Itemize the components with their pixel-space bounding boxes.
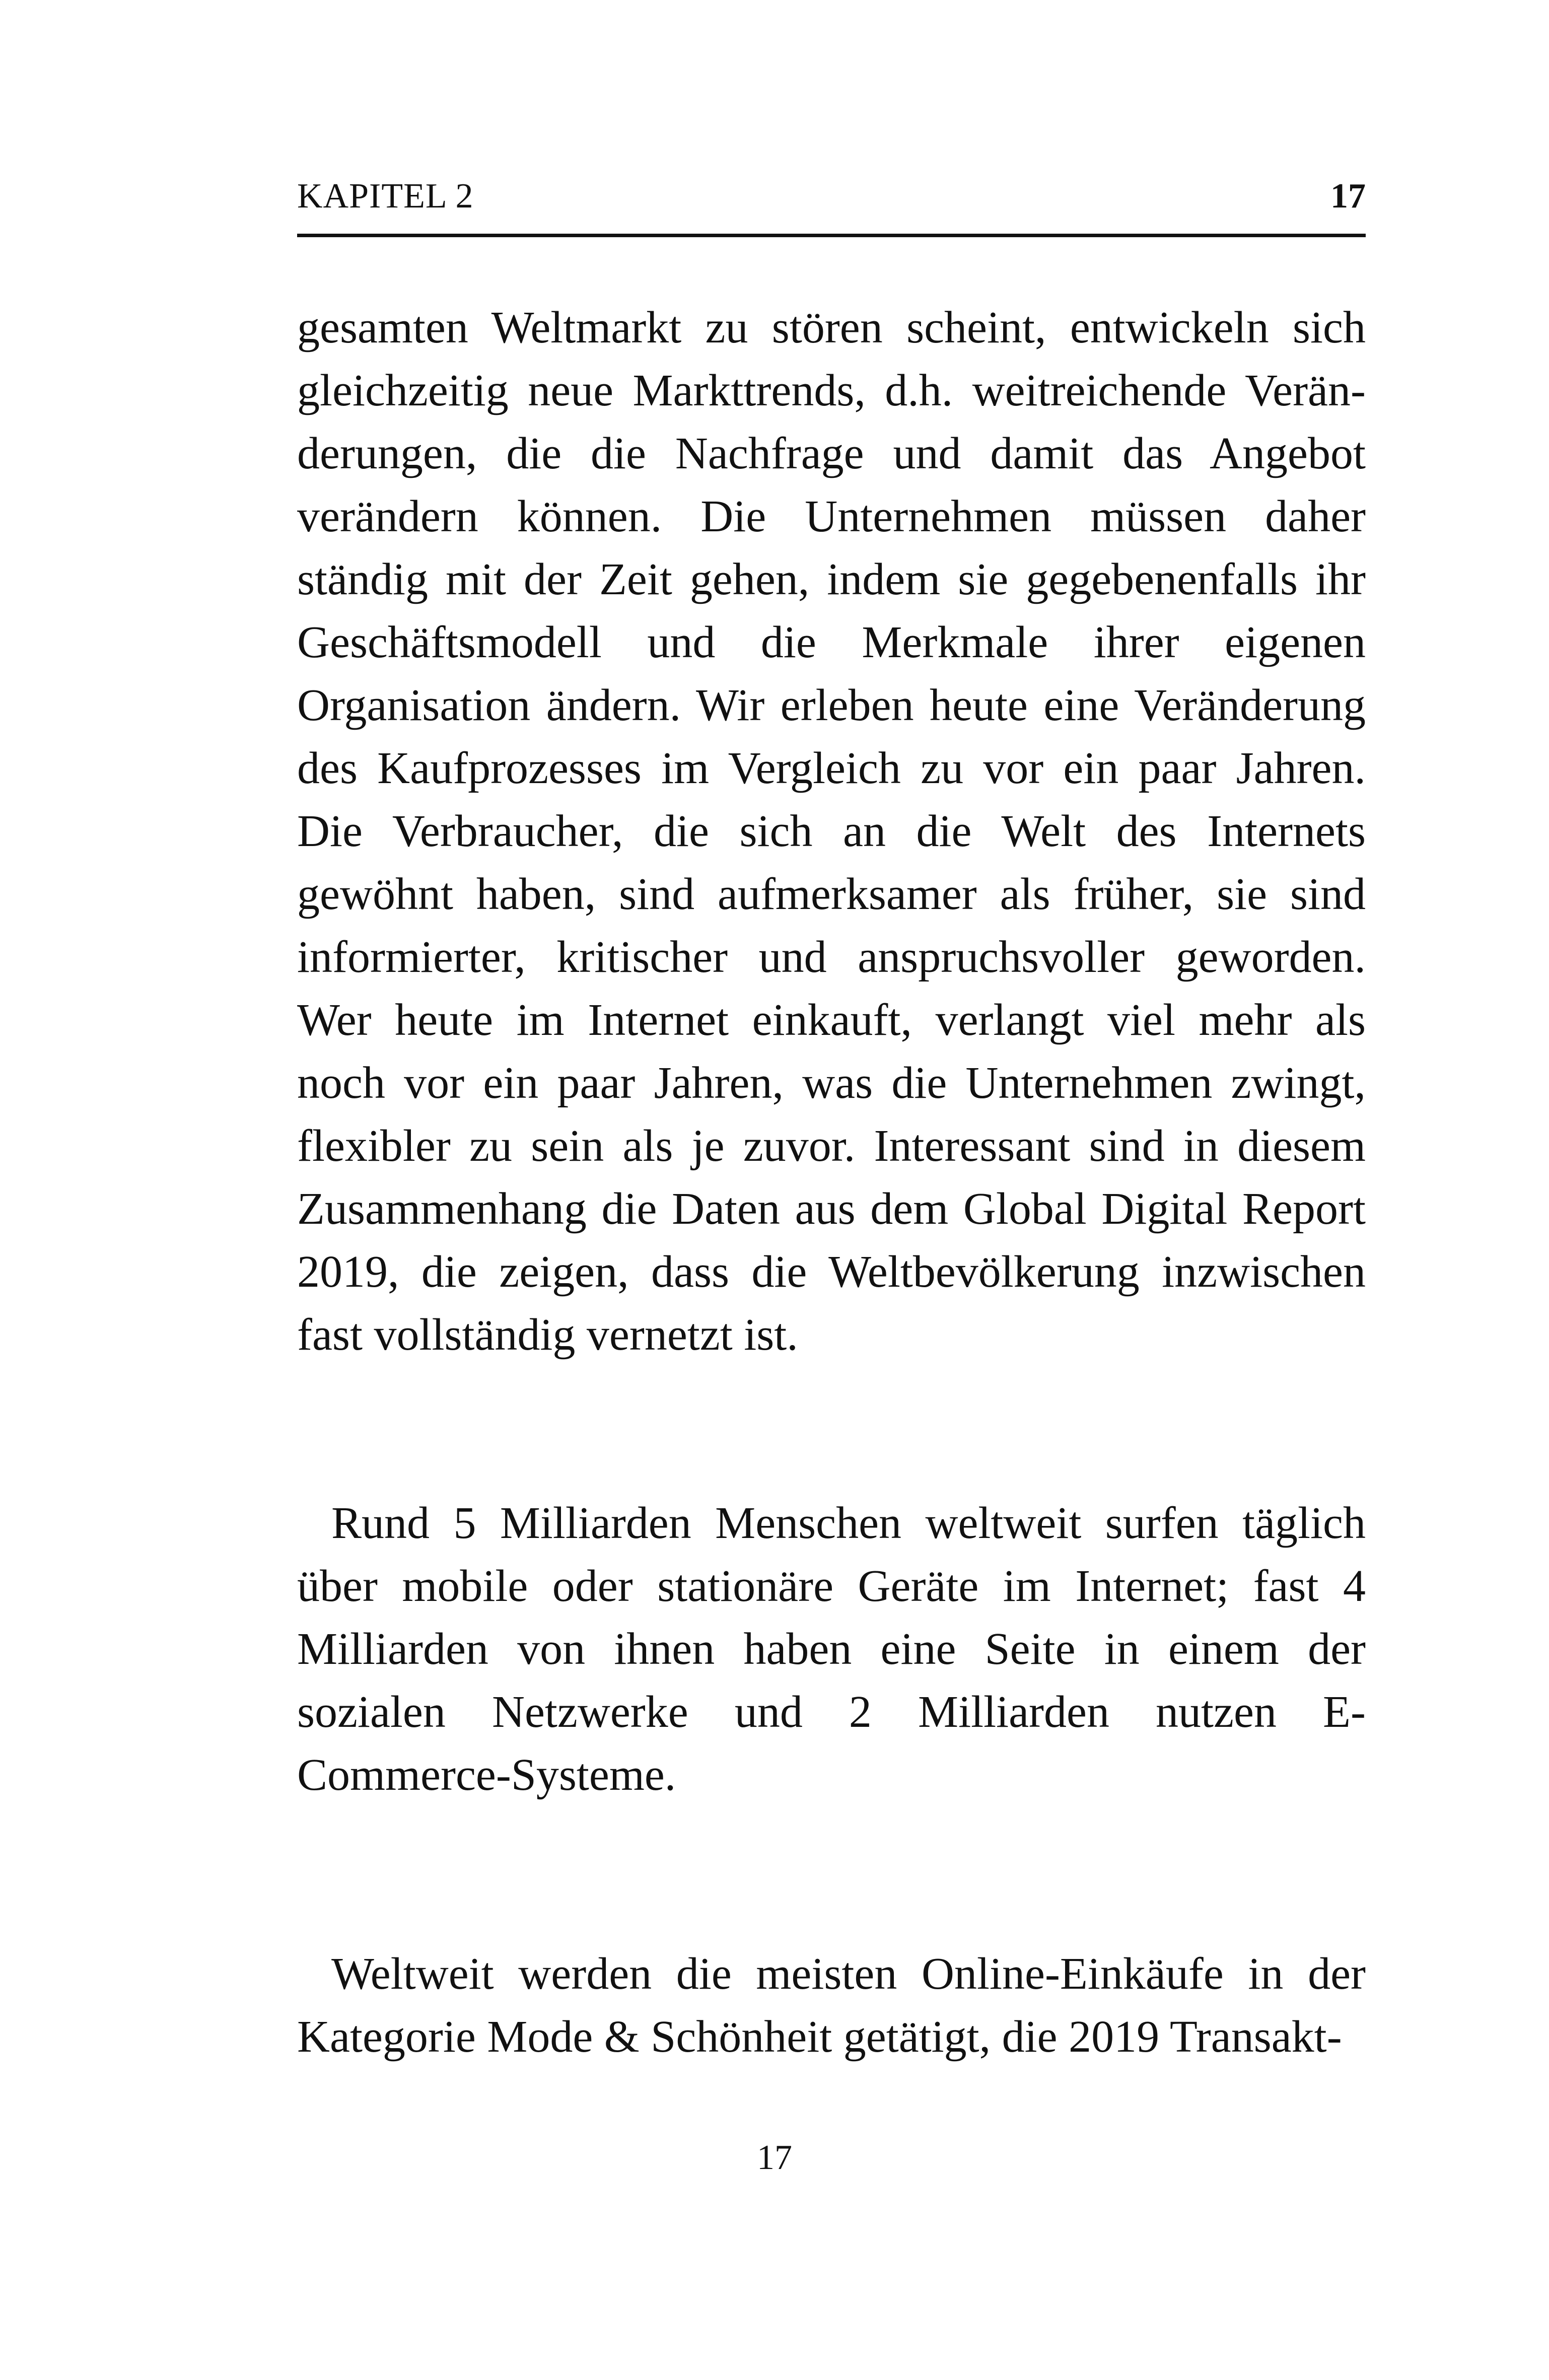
header-rule [297,234,1366,237]
footer-page-number: 17 [757,2138,792,2177]
body-paragraph-1: gesamten Weltmarkt zu stören scheint, entwickeln sich gleichzeitig neue Markttrends, d.h. weitreichende Veränderungen, die die Nachfrage und damit das Angebot verändern können. Die Unternehmen müssen daher ständig mit der Zeit gehen, indem sie gegebenenfalls ihr Geschäftsmodell und die Merkmale ihrer eigenen Organisation ändern. Wir erleben heute eine Veränderung des Kaufprozesses im Vergleich zu vor ein paar Jahren. Die Verbraucher, die sich an die Welt des Internets gewöhnt haben, sind aufmerksamer als früher, sie sind informierter, kritischer und anspruchsvoller geworden. Wer heute im Internet einkauft, verlangt viel mehr als noch vor ein paar Jahren, was die Unternehmen zwingt, flexibler zu sein als je zuvor. Interessant sind in diesem Zusammenhang die Daten aus dem Global Digital Report 2019, die zeigen, dass die Weltbevölkerung inzwischen fast vollständig vernetzt ist. [297,303,1366,1360]
chapter-label: KAPITEL 2 [297,177,474,216]
body-paragraph-3: Weltweit werden die meisten Online-Einkäufe in der Kategorie Mode & Schönheit getätigt, die 2019 Transakt- [297,1949,1366,2062]
header-page-number: 17 [1330,177,1366,216]
running-header [297,171,1366,232]
body-paragraph-2: Rund 5 Milliarden Menschen weltweit surfen täglich über mobile oder stationäre Geräte im Internet; fast 4 Milliarden von ihnen haben eine Seite in einem der sozialen Netzwerke und 2 Milliarden nutzen E-Commerce-Systeme. [297,1498,1366,1800]
